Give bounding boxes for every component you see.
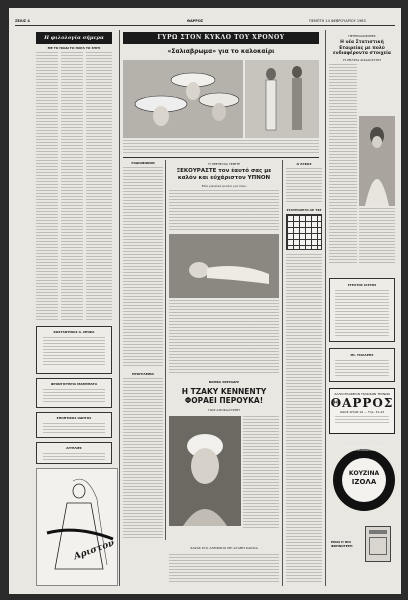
stove-icon bbox=[365, 526, 391, 562]
bottom-note-text bbox=[169, 554, 279, 584]
crossword-grid bbox=[286, 214, 322, 250]
left-ad-4-text bbox=[43, 453, 105, 461]
left-text-col-1 bbox=[36, 52, 58, 322]
middle-banner: ΓΥΡΩ ΣΤΟΝ ΚΥΚΛΟ ΤΟΥ ΧΡΟΝΟΥ bbox=[123, 32, 319, 44]
right-ad-title: ΣΤΡΑΤΟΣ ΙΑΤΡΟΣ bbox=[347, 283, 377, 287]
right-kicker: ΠΕΤΡΕΛΑΙΟΦΟΡΕΣ bbox=[348, 34, 376, 38]
right-ad-2-text bbox=[335, 360, 389, 378]
left-ad-2 bbox=[36, 378, 112, 408]
sleep-subtitle: Μία γυναίκα μιλάει για ύπνο bbox=[201, 184, 247, 188]
kouzina-arc-text: ΑΚΡΑΙΑ · ΜΟΝΤΕΡΝΑ · ΕΥΧΑΡΙΣΤΗ · ΕΞΟΙΚΟΝΟΜΗΣΙΣ bbox=[342, 446, 386, 452]
feature-title: «Σαλιαβρωμα» για το καλοκαίρι bbox=[167, 48, 275, 55]
feature-rule bbox=[123, 157, 319, 158]
right-text-2 bbox=[359, 208, 395, 264]
page-number: ΣΕΛΙΣ 4 bbox=[15, 19, 30, 23]
fashion-photo-1 bbox=[123, 60, 243, 138]
left-ad-1-title: ΚΩΣΤΑΝΤΙΝΟΣ Α. ΜΠΙΚΑ bbox=[53, 330, 95, 334]
tharros-text bbox=[335, 416, 389, 424]
program-title: ΠΡΟΓΡΑΜΜΑ bbox=[132, 372, 154, 376]
radio-title: ΡΑΔΙΟΦΩΝΟΝ bbox=[131, 161, 155, 165]
right-title: Η νέα Στατιστική Εταιρείας με πολύ ενδιαφέροντα στοιχεία bbox=[333, 40, 391, 56]
fashion-caption bbox=[123, 140, 319, 154]
divider-middle-1 bbox=[165, 160, 166, 540]
kouzina-ad bbox=[331, 440, 397, 586]
left-ad-4-title: ΑΓΓΕΛΙΕΣ bbox=[66, 446, 82, 450]
right-text-1 bbox=[329, 64, 357, 264]
sleeping-woman-photo bbox=[169, 234, 279, 298]
divider-middle-2 bbox=[282, 160, 283, 586]
paper-name: ΘΑΡΡΟΣ bbox=[187, 19, 204, 23]
left-column-title: ΜΕ ΤΟ ΠΑΙΔΙ ΤΟ ΠΑΡΑ ΤΟ ΣΠΙΤΙ bbox=[47, 46, 101, 50]
sleep-text-top bbox=[169, 190, 279, 232]
left-ad-1-text bbox=[43, 337, 105, 367]
left-ad-3-text bbox=[43, 423, 105, 433]
left-ad-2-text bbox=[43, 389, 105, 403]
kennedy-kicker: ΒΟΜΒΑ ΣΚΕΡΑΔΗ! bbox=[208, 380, 240, 384]
sleep-text-bottom bbox=[169, 300, 279, 374]
newspaper-page bbox=[9, 8, 401, 594]
tharros-ad bbox=[329, 388, 395, 434]
divider-left bbox=[119, 30, 120, 586]
aristos-ad bbox=[36, 468, 118, 586]
izola-name: ΙΖΟΛΑ bbox=[351, 478, 377, 486]
left-ad-2-title: ΦΡΟΝΤΙΣΤΗΡΙΑ ΜΑΘΗΜΑΤΑ bbox=[50, 382, 98, 386]
left-text-col-2 bbox=[61, 52, 83, 322]
right-ad-doctor bbox=[329, 278, 395, 342]
kennedy-text bbox=[243, 416, 279, 528]
tharros-top-line: ΧΑΛΚΟΓΡΑΦΕΙΟΝ ΓΡΑΦΙΚΩΝ ΤΕΧΝΩΝ bbox=[334, 392, 390, 396]
crossword-header: Ο ΛΥΚΟΣ bbox=[296, 162, 312, 166]
right-ad-text bbox=[335, 290, 389, 336]
crossword-clues bbox=[286, 254, 322, 584]
tharros-logo: ΘΑΡΡΟΣ bbox=[330, 396, 394, 410]
left-ad-1 bbox=[36, 326, 112, 374]
left-ad-3-title: ΕΠΟΠΤΙΚΟΣ ΟΔΗΓΟΣ bbox=[56, 416, 92, 420]
sleep-kicker: ΤΙ ΠΡΕΠΕΙ ΝΑ ΞΕΡΕΤΕ bbox=[207, 162, 241, 166]
kouzina-name: ΚΟΥΖΙΝΑ bbox=[348, 470, 380, 477]
left-banner: Η φιλολογία σήμερα bbox=[36, 32, 112, 44]
header-rule bbox=[15, 25, 395, 26]
right-subtitle: Η ΖΗΛΕΙΑ ΔΙΚΑΙΟΣΥΝΗ bbox=[343, 58, 381, 62]
kouzina-note: ΕΙΝΑΙ Η ΠΙΟ ΦΘΗΝΟΤΕΡΗ bbox=[331, 540, 353, 548]
aristos-logo: Αριστον bbox=[72, 538, 116, 563]
kouzina-badge bbox=[331, 440, 397, 540]
left-ad-4 bbox=[36, 442, 112, 464]
fashion-photo-2 bbox=[245, 60, 319, 138]
kennedy-title: Η ΤΖΑΚΥ ΚΕΝΝΕΝΤΥ ΦΟΡΑΕΙ ΠΕΡΟΥΚΑ! bbox=[181, 387, 267, 405]
sleep-title: ΞΕΚΟΥΡΑΣΤΕ τον έαυτό σας με καλόν και εύχάριστον ΥΠΝΟΝ bbox=[176, 168, 272, 181]
kennedy-photo bbox=[169, 416, 241, 526]
issue-date: ΠΕΜΠΤΗ 14 ΦΕΒΡΟΥΑΡΙΟΥ 1963 bbox=[309, 19, 366, 23]
crossword-title: ΣΤΑΥΡΟΛΕΞΟ ΑΡ 783 bbox=[286, 208, 322, 212]
program-listings bbox=[123, 378, 163, 538]
tharros-address: ΟΔΟΣ ΑΓΙΑΝ 16 — Τηλ. 31-22 bbox=[339, 410, 385, 414]
crossword-intro bbox=[286, 168, 322, 204]
radio-listings bbox=[123, 167, 163, 367]
right-ad-2-title: ΜΙ. ΤΣΙΛΑΡΗΣ bbox=[350, 353, 374, 357]
right-ad-2 bbox=[329, 348, 395, 382]
bride-illustration bbox=[37, 469, 119, 587]
left-ad-3 bbox=[36, 412, 112, 438]
right-woman-photo bbox=[359, 116, 395, 206]
kennedy-subtitle: ΠΩΣ ΑΠΟΚΑΛΥΦΘΗ bbox=[208, 408, 240, 412]
left-text-col-3 bbox=[86, 52, 112, 322]
bottom-note: ΧΑΡΑΣ ΣΤΟ ΑΝΘΡΩΠΟ ΜΕ ΑΓΑΘΗ ΚΑΡΔΙΑ bbox=[190, 546, 258, 550]
divider-right bbox=[325, 30, 326, 586]
